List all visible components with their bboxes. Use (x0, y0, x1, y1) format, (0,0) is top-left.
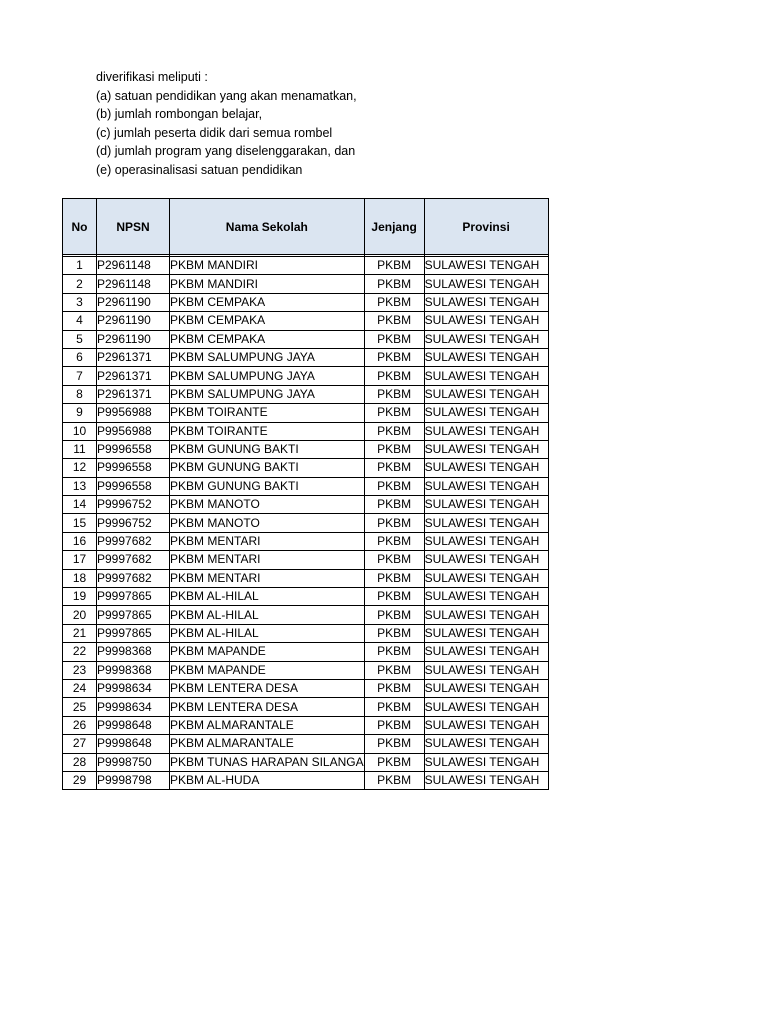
table-row (63, 643, 549, 661)
cell-provinsi: SULAWESI TENGAH (424, 477, 548, 495)
table-row (63, 312, 549, 330)
cell-nama-sekolah: PKBM MANDIRI (170, 275, 365, 293)
table-row (63, 532, 549, 550)
cell-no: 6 (63, 348, 97, 366)
cell-jenjang: PKBM (364, 661, 424, 679)
header-jenjang: Jenjang (364, 199, 424, 255)
cell-no: 15 (63, 514, 97, 532)
table-row (63, 275, 549, 293)
intro-line: (e) operasinalisasi satuan pendidikan (96, 162, 303, 177)
cell-nama-sekolah: PKBM CEMPAKA (170, 293, 365, 311)
cell-nama-sekolah: PKBM MANOTO (170, 514, 365, 532)
table-row (63, 330, 549, 348)
table-row (63, 753, 549, 771)
cell-provinsi: SULAWESI TENGAH (424, 569, 548, 587)
cell-jenjang: PKBM (364, 404, 424, 422)
table-row (63, 367, 549, 385)
cell-jenjang: PKBM (364, 514, 424, 532)
cell-provinsi: SULAWESI TENGAH (424, 367, 548, 385)
cell-provinsi: SULAWESI TENGAH (424, 348, 548, 366)
cell-npsn: P9998634 (97, 679, 170, 697)
cell-provinsi: SULAWESI TENGAH (424, 293, 548, 311)
cell-nama-sekolah: PKBM AL-HILAL (170, 624, 365, 642)
cell-provinsi: SULAWESI TENGAH (424, 385, 548, 403)
cell-provinsi: SULAWESI TENGAH (424, 698, 548, 716)
cell-provinsi: SULAWESI TENGAH (424, 753, 548, 771)
table-row (63, 624, 549, 642)
intro-line: (d) jumlah program yang diselenggarakan, dan (96, 144, 356, 158)
cell-nama-sekolah: PKBM GUNUNG BAKTI (170, 459, 365, 477)
cell-nama-sekolah: PKBM MENTARI (170, 532, 365, 550)
cell-provinsi: SULAWESI TENGAH (424, 679, 548, 697)
cell-npsn: P9997865 (97, 624, 170, 642)
cell-nama-sekolah: PKBM SALUMPUNG JAYA (170, 348, 365, 366)
cell-no: 22 (63, 643, 97, 661)
cell-no: 3 (63, 293, 97, 311)
cell-no: 16 (63, 532, 97, 550)
cell-provinsi: SULAWESI TENGAH (424, 624, 548, 642)
table-row (63, 606, 549, 624)
cell-npsn: P9998648 (97, 735, 170, 753)
table-row (63, 496, 549, 514)
header-provinsi: Provinsi (424, 199, 548, 255)
cell-jenjang: PKBM (364, 440, 424, 458)
cell-jenjang: PKBM (364, 496, 424, 514)
cell-provinsi: SULAWESI TENGAH (424, 716, 548, 734)
cell-provinsi: SULAWESI TENGAH (424, 532, 548, 550)
intro-text (96, 68, 357, 179)
cell-nama-sekolah: PKBM AL-HILAL (170, 588, 365, 606)
cell-nama-sekolah: PKBM SALUMPUNG JAYA (170, 367, 365, 385)
cell-npsn: P9956988 (97, 404, 170, 422)
cell-npsn: P9998798 (97, 771, 170, 789)
cell-no: 5 (63, 330, 97, 348)
cell-nama-sekolah: PKBM LENTERA DESA (170, 698, 365, 716)
cell-npsn: P9996558 (97, 477, 170, 495)
cell-npsn: P2961148 (97, 257, 170, 275)
cell-npsn: P9996558 (97, 459, 170, 477)
cell-provinsi: SULAWESI TENGAH (424, 440, 548, 458)
table-row (63, 679, 549, 697)
cell-npsn: P9998368 (97, 661, 170, 679)
header-nama-sekolah: Nama Sekolah (170, 199, 365, 255)
cell-npsn: P2961371 (97, 348, 170, 366)
cell-npsn: P9998648 (97, 716, 170, 734)
cell-npsn: P9997865 (97, 588, 170, 606)
table-row (63, 514, 549, 532)
table-row (63, 716, 549, 734)
cell-jenjang: PKBM (364, 569, 424, 587)
cell-no: 9 (63, 404, 97, 422)
intro-line: (b) jumlah rombongan belajar, (96, 107, 263, 121)
cell-npsn: P9997682 (97, 569, 170, 587)
cell-jenjang: PKBM (364, 698, 424, 716)
cell-provinsi: SULAWESI TENGAH (424, 422, 548, 440)
cell-npsn: P9996752 (97, 496, 170, 514)
cell-jenjang: PKBM (364, 679, 424, 697)
cell-npsn: P9996558 (97, 440, 170, 458)
cell-npsn: P9997682 (97, 532, 170, 550)
cell-nama-sekolah: PKBM MENTARI (170, 551, 365, 569)
cell-no: 4 (63, 312, 97, 330)
cell-jenjang: PKBM (364, 588, 424, 606)
cell-no: 24 (63, 679, 97, 697)
table-row (63, 661, 549, 679)
cell-no: 7 (63, 367, 97, 385)
intro-line: (a) satuan pendidikan yang akan menamatkan, (96, 88, 357, 103)
cell-jenjang: PKBM (364, 422, 424, 440)
table-row (63, 404, 549, 422)
table-header-row (63, 199, 549, 255)
cell-jenjang: PKBM (364, 477, 424, 495)
cell-nama-sekolah: PKBM TOIRANTE (170, 422, 365, 440)
cell-nama-sekolah: PKBM ALMARANTALE (170, 716, 365, 734)
cell-jenjang: PKBM (364, 532, 424, 550)
cell-npsn: P9998634 (97, 698, 170, 716)
cell-provinsi: SULAWESI TENGAH (424, 275, 548, 293)
cell-jenjang: PKBM (364, 716, 424, 734)
table-row (63, 348, 549, 366)
cell-npsn: P9996752 (97, 514, 170, 532)
cell-no: 11 (63, 440, 97, 458)
cell-jenjang: PKBM (364, 293, 424, 311)
cell-nama-sekolah: PKBM MAPANDE (170, 661, 365, 679)
cell-provinsi: SULAWESI TENGAH (424, 330, 548, 348)
cell-npsn: P2961190 (97, 312, 170, 330)
cell-jenjang: PKBM (364, 257, 424, 275)
table-row (63, 385, 549, 403)
cell-nama-sekolah: PKBM MAPANDE (170, 643, 365, 661)
cell-nama-sekolah: PKBM AL-HILAL (170, 606, 365, 624)
cell-no: 28 (63, 753, 97, 771)
table-body (63, 255, 549, 790)
table-row (63, 293, 549, 311)
cell-nama-sekolah: PKBM MANDIRI (170, 257, 365, 275)
cell-nama-sekolah: PKBM TUNAS HARAPAN SILANGA (170, 753, 365, 771)
table-row (63, 551, 549, 569)
cell-no: 29 (63, 771, 97, 789)
cell-nama-sekolah: PKBM ALMARANTALE (170, 735, 365, 753)
cell-npsn: P2961190 (97, 293, 170, 311)
cell-nama-sekolah: PKBM CEMPAKA (170, 330, 365, 348)
cell-no: 27 (63, 735, 97, 753)
cell-provinsi: SULAWESI TENGAH (424, 312, 548, 330)
table-row (63, 735, 549, 753)
cell-npsn: P9998368 (97, 643, 170, 661)
cell-npsn: P9956988 (97, 422, 170, 440)
cell-provinsi: SULAWESI TENGAH (424, 588, 548, 606)
cell-provinsi: SULAWESI TENGAH (424, 496, 548, 514)
cell-jenjang: PKBM (364, 367, 424, 385)
cell-npsn: P2961371 (97, 367, 170, 385)
intro-line: diverifikasi meliputi : (96, 70, 208, 84)
cell-nama-sekolah: PKBM MANOTO (170, 496, 365, 514)
cell-provinsi: SULAWESI TENGAH (424, 551, 548, 569)
cell-no: 1 (63, 257, 97, 275)
cell-nama-sekolah: PKBM AL-HUDA (170, 771, 365, 789)
table-row (63, 477, 549, 495)
cell-npsn: P9997682 (97, 551, 170, 569)
cell-no: 18 (63, 569, 97, 587)
header-no: No (63, 199, 97, 255)
cell-jenjang: PKBM (364, 551, 424, 569)
cell-jenjang: PKBM (364, 771, 424, 789)
cell-jenjang: PKBM (364, 606, 424, 624)
cell-provinsi: SULAWESI TENGAH (424, 643, 548, 661)
table-row (63, 569, 549, 587)
table-row (63, 422, 549, 440)
cell-no: 17 (63, 551, 97, 569)
cell-provinsi: SULAWESI TENGAH (424, 514, 548, 532)
cell-jenjang: PKBM (364, 643, 424, 661)
cell-nama-sekolah: PKBM LENTERA DESA (170, 679, 365, 697)
cell-no: 19 (63, 588, 97, 606)
cell-no: 12 (63, 459, 97, 477)
cell-no: 2 (63, 275, 97, 293)
cell-jenjang: PKBM (364, 312, 424, 330)
cell-no: 26 (63, 716, 97, 734)
cell-provinsi: SULAWESI TENGAH (424, 606, 548, 624)
cell-no: 10 (63, 422, 97, 440)
cell-no: 23 (63, 661, 97, 679)
cell-provinsi: SULAWESI TENGAH (424, 257, 548, 275)
cell-nama-sekolah: PKBM TOIRANTE (170, 404, 365, 422)
header-npsn: NPSN (97, 199, 170, 255)
cell-nama-sekolah: PKBM GUNUNG BAKTI (170, 440, 365, 458)
cell-provinsi: SULAWESI TENGAH (424, 459, 548, 477)
cell-provinsi: SULAWESI TENGAH (424, 661, 548, 679)
cell-provinsi: SULAWESI TENGAH (424, 771, 548, 789)
cell-no: 13 (63, 477, 97, 495)
cell-jenjang: PKBM (364, 459, 424, 477)
cell-nama-sekolah: PKBM GUNUNG BAKTI (170, 477, 365, 495)
table-row (63, 588, 549, 606)
cell-jenjang: PKBM (364, 275, 424, 293)
cell-npsn: P9998750 (97, 753, 170, 771)
cell-nama-sekolah: PKBM CEMPAKA (170, 312, 365, 330)
table-row (63, 771, 549, 789)
cell-npsn: P9997865 (97, 606, 170, 624)
cell-jenjang: PKBM (364, 330, 424, 348)
cell-jenjang: PKBM (364, 348, 424, 366)
cell-provinsi: SULAWESI TENGAH (424, 404, 548, 422)
cell-npsn: P2961190 (97, 330, 170, 348)
cell-nama-sekolah: PKBM MENTARI (170, 569, 365, 587)
cell-provinsi: SULAWESI TENGAH (424, 735, 548, 753)
cell-nama-sekolah: PKBM SALUMPUNG JAYA (170, 385, 365, 403)
table-row (63, 459, 549, 477)
cell-npsn: P2961371 (97, 385, 170, 403)
cell-no: 8 (63, 385, 97, 403)
cell-no: 21 (63, 624, 97, 642)
school-table (62, 198, 549, 790)
cell-jenjang: PKBM (364, 735, 424, 753)
cell-no: 25 (63, 698, 97, 716)
cell-jenjang: PKBM (364, 385, 424, 403)
cell-jenjang: PKBM (364, 753, 424, 771)
cell-npsn: P2961148 (97, 275, 170, 293)
table-row (63, 698, 549, 716)
cell-no: 14 (63, 496, 97, 514)
table-row (63, 257, 549, 275)
intro-line: (c) jumlah peserta didik dari semua rombel (96, 125, 333, 140)
cell-no: 20 (63, 606, 97, 624)
cell-jenjang: PKBM (364, 624, 424, 642)
table-row (63, 440, 549, 458)
